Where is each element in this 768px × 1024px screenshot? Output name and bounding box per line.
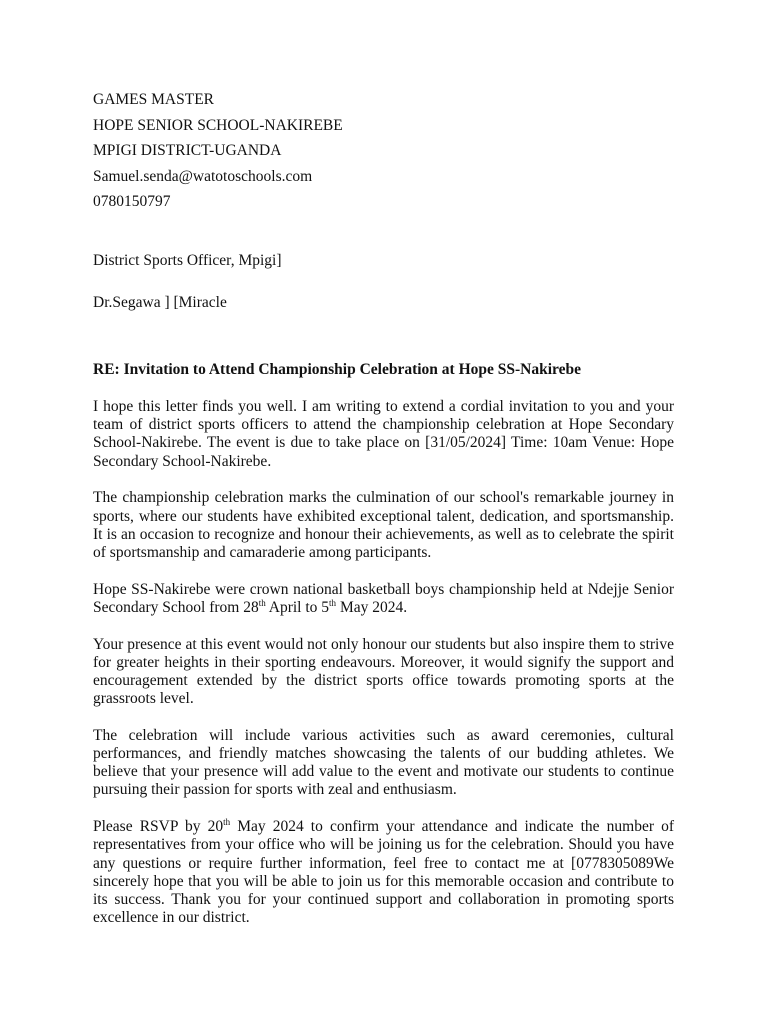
ordinal-suffix: th — [223, 817, 231, 827]
recipient-name: Dr.Segawa ] [Miracle — [93, 294, 227, 311]
paragraph-rsvp — [93, 818, 674, 927]
rsvp-text-a: Please RSVP by 20 — [93, 818, 224, 836]
sender-title: GAMES MASTER — [93, 91, 215, 108]
sender-district: MPIGI DISTRICT-UGANDA — [93, 142, 282, 159]
ordinal-suffix: th — [329, 597, 337, 608]
championship-text-b: April to 5 — [265, 598, 330, 616]
letter-body — [93, 398, 674, 946]
subject-line: RE: Invitation to Attend Championship Celebration at Hope SS-Nakirebe — [93, 361, 582, 378]
sender-school: HOPE SENIOR SCHOOL-NAKIREBE — [93, 116, 343, 134]
paragraph-presence: Your presence at this event would not only honour our students but also inspire them to strive for greater heights in their sporting endeavours. Moreover, it would signify the support and encouragement extended by the district sports office towards promoting sports at the grassroots level. — [93, 635, 674, 708]
paragraph-invitation: I hope this letter finds you well. I am writing to extend a cordial invitation to you and your team of district sports officers to attend the championship celebration at Hope Secondary School-Nakirebe. The event is due to take place on [31/05/2024] Time: 10am Venue: Hope Secondary School-Nakirebe. — [93, 398, 674, 470]
paragraph-championship — [93, 581, 674, 617]
recipient-block — [93, 251, 674, 335]
ordinal-suffix: th — [258, 597, 266, 608]
paragraph-activities: The celebration will include various activities such as award ceremonies, cultural performances, and friendly matches showcasing the talents of our budding athletes. We believe that your presence will add value to the event and motivate our students to continue pursuing their passion for sports with zeal and enthusiasm. — [93, 726, 674, 799]
sender-email: Samuel.senda@watotoschools.com — [93, 167, 313, 185]
letter-page — [93, 0, 674, 1024]
championship-text-a: Hope SS-Nakirebe were crown national basketball boys championship held at Ndejje Senior Secondary School from 28 — [93, 580, 674, 616]
sender-block — [93, 87, 674, 215]
recipient-office: District Sports Officer, Mpigi] — [93, 252, 282, 269]
rsvp-text-b: May 2024 to confirm your attendance and indicate the number of representatives from your office who will be joining us for the celebration. Should you have any questions or require further information, feel free to contact me at [0778305089We sincerely hope that you will be able to join us for this memorable occasion and contribute to its success. Thank you for your continued support and collaboration in promoting sports excellence in our district. — [93, 818, 675, 927]
championship-text-c: May 2024. — [336, 598, 408, 616]
sender-phone: 0780150797 — [93, 193, 171, 210]
paragraph-celebration: The championship celebration marks the culmination of our school's remarkable journey in sports, where our students have exhibited exceptional talent, dedication, and sportsmanship. It is an occasion to recognize and honour their achievements, as well as to celebrate the spirit of sportsmanship and camaraderie among participants. — [93, 489, 674, 561]
